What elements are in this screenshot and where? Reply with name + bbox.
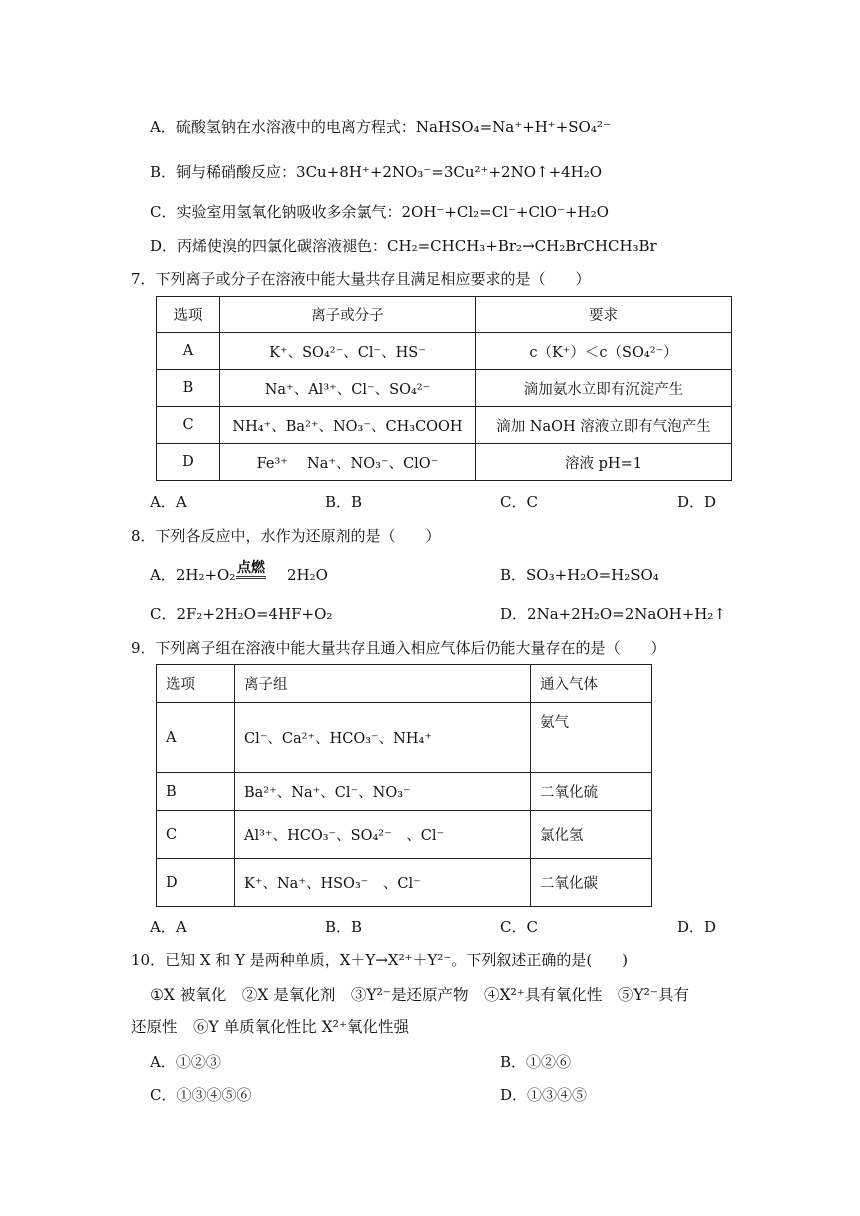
table-cell: 滴加 NaOH 溶液立即有气泡产生 <box>476 407 732 444</box>
table-cell: Cl⁻、Ca²⁺、HCO₃⁻、NH₄⁺ <box>235 703 531 773</box>
q9-answer-a: A．A <box>150 918 187 936</box>
table-cell: Fe³⁺ Na⁺、NO₃⁻、ClO⁻ <box>220 444 476 481</box>
table-cell: 滴加氨水立即有沉淀产生 <box>476 370 732 407</box>
table-header-cell: 离子组 <box>235 665 531 703</box>
table-row <box>157 703 652 773</box>
table-row <box>157 333 732 370</box>
table-row <box>157 444 732 481</box>
q8-option-a: A．2H₂+O₂ <box>150 566 236 584</box>
q10-statements-line2: 还原性 ⑥Y 单质氧化性比 X²⁺氧化性强 <box>131 1018 410 1036</box>
q9-answer-c: C．C <box>500 918 538 936</box>
q7-table <box>156 296 732 481</box>
q7-answer-b: B．B <box>325 493 363 511</box>
table-header-cell: 选项 <box>157 297 220 333</box>
table-cell: C <box>157 811 235 859</box>
q10-statements-line1: ①X 被氧化 ②X 是氧化剂 ③Y²⁻是还原产物 ④X²⁺具有氧化性 ⑤Y²⁻具有 <box>150 986 690 1004</box>
table-cell: A <box>157 703 235 773</box>
table-row <box>157 370 732 407</box>
q6-option-a: A．硫酸氢钠在水溶液中的电离方程式：NaHSO₄=Na⁺+H⁺+SO₄²⁻ <box>150 118 611 136</box>
q6-option-c: C．实验室用氢氧化钠吸收多余氯气：2OH⁻+Cl₂=Cl⁻+ClO⁻+H₂O <box>150 203 609 221</box>
table-cell: NH₄⁺、Ba²⁺、NO₃⁻、CH₃COOH <box>220 407 476 444</box>
table-header-row <box>157 665 652 703</box>
table-cell: C <box>157 407 220 444</box>
table-cell: 溶液 pH=1 <box>476 444 732 481</box>
q6-option-b: B．铜与稀硝酸反应：3Cu+8H⁺+2NO₃⁻=3Cu²⁺+2NO↑+4H₂O <box>150 163 603 181</box>
q6-option-d: D．丙烯使溴的四氯化碳溶液褪色：CH₂=CHCH₃+Br₂→CH₂BrCHCH₃Br <box>150 237 657 255</box>
table-cell: Al³⁺、HCO₃⁻、SO₄²⁻ 、Cl⁻ <box>235 811 531 859</box>
q8-option-a-product: 2H₂O <box>287 566 328 584</box>
q10-option-c: C．①③④⑤⑥ <box>150 1086 252 1104</box>
table-header-cell: 选项 <box>157 665 235 703</box>
q9-stem: 9．下列离子组在溶液中能大量共存且通入相应气体后仍能大量存在的是（ ） <box>131 639 666 657</box>
table-cell: c（K⁺）＜c（SO₄²⁻） <box>476 333 732 370</box>
q8-stem: 8．下列各反应中，水作为还原剂的是（ ） <box>131 527 441 545</box>
table-cell: D <box>157 859 235 907</box>
q10-stem: 10．已知 X 和 Y 是两种单质，X＋Y→X²⁺＋Y²⁻。下列叙述正确的是( ) <box>131 951 629 969</box>
q10-option-a: A．①②③ <box>150 1053 221 1071</box>
q7-answer-a: A．A <box>150 493 187 511</box>
table-row <box>157 773 652 811</box>
q7-stem: 7．下列离子或分子在溶液中能大量共存且满足相应要求的是（ ） <box>131 270 591 288</box>
table-cell: 二氧化碳 <box>531 859 652 907</box>
table-row <box>157 859 652 907</box>
table-cell: B <box>157 370 220 407</box>
table-cell: K⁺、Na⁺、HSO₃⁻ 、Cl⁻ <box>235 859 531 907</box>
table-header-row <box>157 297 732 333</box>
table-cell: Na⁺、Al³⁺、Cl⁻、SO₄²⁻ <box>220 370 476 407</box>
table-header-cell: 离子或分子 <box>220 297 476 333</box>
table-cell: 二氧化硫 <box>531 773 652 811</box>
table-cell: 氯化氢 <box>531 811 652 859</box>
table-cell: A <box>157 333 220 370</box>
q8-option-c: C．2F₂+2H₂O=4HF+O₂ <box>150 605 333 623</box>
q9-answer-d: D．D <box>677 918 717 936</box>
q10-option-b: B．①②⑥ <box>500 1053 572 1071</box>
q7-answer-d: D．D <box>677 493 717 511</box>
table-cell: D <box>157 444 220 481</box>
table-cell: 氨气 <box>531 703 652 773</box>
q8-option-b: B．SO₃+H₂O=H₂SO₄ <box>500 566 659 584</box>
table-row <box>157 407 732 444</box>
table-row <box>157 811 652 859</box>
table-cell: Ba²⁺、Na⁺、Cl⁻、NO₃⁻ <box>235 773 531 811</box>
q9-answer-b: B．B <box>325 918 363 936</box>
table-header-cell: 要求 <box>476 297 732 333</box>
q10-option-d: D．①③④⑤ <box>500 1086 588 1104</box>
q7-answer-c: C．C <box>500 493 538 511</box>
table-cell: B <box>157 773 235 811</box>
q9-table <box>156 664 652 907</box>
q8-option-d: D．2Na+2H₂O=2NaOH+H₂↑ <box>500 605 726 623</box>
table-cell: K⁺、SO₄²⁻、Cl⁻、HS⁻ <box>220 333 476 370</box>
reaction-condition-label: 点燃 <box>236 560 266 579</box>
table-header-cell: 通入气体 <box>531 665 652 703</box>
